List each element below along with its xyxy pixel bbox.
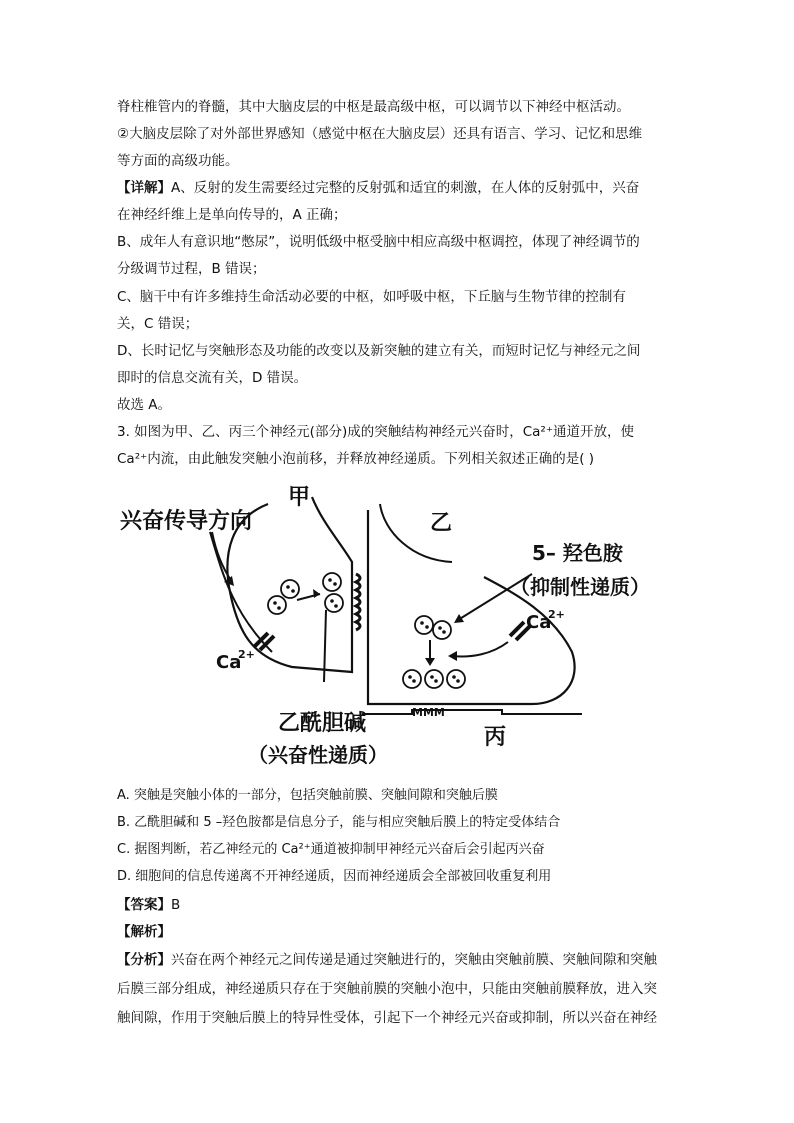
option-a: A. 突触是突触小体的一部分，包括突触前膜、突触间隙和突触后膜 <box>117 788 498 803</box>
text-line: C、脑干中有许多维持生命活动必要的中枢，如呼吸中枢，下丘脑与生物节律的控制有 <box>117 289 626 305</box>
analysis-line <box>117 950 657 970</box>
label-ca-right: Ca <box>526 612 552 633</box>
option-c: C. 据图判断，若乙神经元的 Ca²⁺通道被抑制甲神经元兴奋后会引起丙兴奋 <box>117 842 545 857</box>
label-ca-left: Ca <box>216 652 242 673</box>
question-stem: 3. 如图为甲、乙、丙三个神经元(部分)成的突触结构神经元兴奋时，Ca²⁺通道开放，使 <box>117 424 634 440</box>
question-stem: Ca²⁺内流，由此触发突触小泡前移，并释放神经递质。下列相关叙述正确的是( ) <box>117 451 595 467</box>
label-ach: 乙酰胆碱 <box>278 711 367 736</box>
explanation-tag: 【详解】 <box>117 180 171 196</box>
pointer-ach <box>324 610 326 682</box>
option-b: B. 乙酰胆碱和 5 –羟色胺都是信息分子，能与相应突触后膜上的特定受体结合 <box>117 815 561 830</box>
synapse-diagram <box>112 482 672 774</box>
analysis-tag: 【分析】 <box>117 952 171 968</box>
answer-line <box>117 895 180 915</box>
answer-tag: 【答案】 <box>117 897 171 913</box>
text-line: 分级调节过程，B 错误； <box>117 261 266 277</box>
text-line: ②大脑皮层除了对外部世界感知（感觉中枢在大脑皮层）还具有语言、学习、记忆和思维 <box>117 126 643 142</box>
neuron-jia-left-fiber <box>210 532 272 652</box>
text-line: 在神经纤维上是单向传导的，A 正确； <box>117 207 347 223</box>
answer-value: B <box>171 897 181 913</box>
label-ach-type: （兴奋性递质） <box>248 743 388 767</box>
text-line: D、长时记忆与突触形态及功能的改变以及新突触的建立有关，而短时记忆与神经元之间 <box>117 343 641 359</box>
postsynaptic-membrane <box>362 710 582 714</box>
text-line: 等方面的高级功能。 <box>117 153 239 169</box>
label-5ht: 5– 羟色胺 <box>532 541 623 565</box>
label-bing: 丙 <box>484 725 507 750</box>
text-line: 脊柱椎管内的脊髓，其中大脑皮层的中枢是最高级中枢，可以调节以下神经中枢活动。 <box>117 99 630 115</box>
explanation-line <box>117 178 639 198</box>
text-line: 即时的信息交流有关，D 错误。 <box>117 370 308 386</box>
label-yi: 乙 <box>430 511 453 536</box>
postsynaptic-receptors-label: MMM <box>412 706 445 719</box>
analysis-line: 触间隙，作用于突触后膜上的特异性受体，引起下一个神经元兴奋或抑制，所以兴奋在神经 <box>117 1010 657 1026</box>
ca-influx-arrow-right <box>452 642 508 656</box>
vesicles-jia <box>268 573 343 614</box>
analysis-line: 后膜三部分组成，神经递质只存在于突触前膜的突触小泡中，只能由突触前膜释放，进入突 <box>117 981 657 997</box>
label-ca-right-charge: 2+ <box>548 608 565 621</box>
text-line: 关，C 错误； <box>117 316 199 332</box>
label-jia: 甲 <box>288 485 311 510</box>
label-5ht-type: （抑制性递质） <box>510 575 650 599</box>
text-line: B、成年人有意识地“憋尿”，说明低级中枢受脑中相应高级中枢调控，体现了神经调节的 <box>117 234 640 250</box>
text-line: 故选 A。 <box>117 397 172 413</box>
label-ca-left-charge: 2+ <box>238 648 255 661</box>
explanation-text: A、反射的发生需要经过完整的反射弧和适宜的刺激，在人体的反射弧中，兴奋 <box>171 180 640 196</box>
analysis-heading: 【解析】 <box>117 924 171 940</box>
analysis-text: 兴奋在两个神经元之间传递是通过突触进行的，突触由突触前膜、突触间隙和突触 <box>171 952 657 968</box>
option-d: D. 细胞间的信息传递离不开神经递质，因而神经递质会全部被回收重复利用 <box>117 869 552 884</box>
receptor-stack <box>356 574 360 630</box>
label-direction: 兴奋传导方向 <box>120 509 253 534</box>
